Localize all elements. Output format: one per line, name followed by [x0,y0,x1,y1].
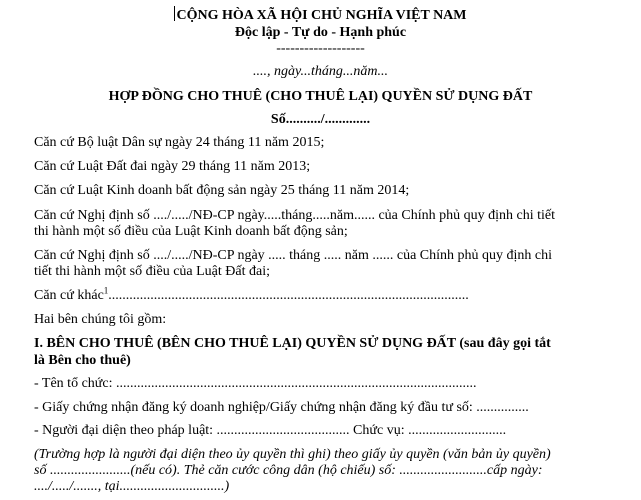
motto: Độc lập - Tự do - Hạnh phúc [234,25,407,40]
contract-number: Số........../............. [270,112,371,127]
document-title: HỢP ĐỒNG CHO THUÊ (CHO THUÊ LẠI) QUYỀN SỬ DỤNG ĐẤT [108,89,533,104]
other-basis-label: Căn cứ khác [34,288,104,303]
basis-decree-land-line2: tiết thi hành một số điều của Luật Đất đai; [34,264,270,279]
basis-land-law: Căn cứ Luật Đất đai ngày 29 tháng 11 năm 2013; [34,159,311,174]
field-organization-name: - Tên tổ chức: ....................................................................................................... [34,376,477,391]
authorization-note-line2: số .......................(nếu có). Thẻ căn cước công dân (hộ chiếu) số: .........................cấp ngày: [34,463,543,478]
parties-intro: Hai bên chúng tôi gồm: [34,312,167,327]
country-name: CỘNG HÒA XÃ HỘI CHỦ NGHĨA VIỆT NAM [176,8,467,23]
authorization-note-line3: ..../...../......., tại..............................) [34,479,230,494]
section1-heading-line1: I. BÊN CHO THUÊ (BÊN CHO THUÊ LẠI) QUYỀN SỬ DỤNG ĐẤT (sau đây gọi tắt [34,336,551,351]
basis-civil-code: Căn cứ Bộ luật Dân sự ngày 24 tháng 11 năm 2015; [34,135,325,150]
footnote-marker: 1 [103,285,109,296]
authorization-note-line1: (Trường hợp là người đại diện theo ủy quyền thì ghi) theo giấy ủy quyền (văn bản ủy quyền) [34,447,551,462]
other-basis-dots: ....................................................................................................... [108,288,469,303]
field-legal-representative: - Người đại diện theo pháp luật: ...................................... Chức vụ: ............................ [34,423,507,438]
header-separator: ------------------- [276,41,365,56]
basis-real-estate-law: Căn cứ Luật Kinh doanh bất động sản ngày 25 tháng 11 năm 2014; [34,183,410,198]
basis-decree-real-estate-line1: Căn cứ Nghị định số ..../...../NĐ-CP ngày.....tháng.....năm...... của Chính phủ quy định chi tiết [34,208,556,223]
basis-decree-land-line1: Căn cứ Nghị định số ..../...../NĐ-CP ngày ..... tháng ..... năm ...... của Chính phủ quy định chi [34,248,553,263]
date-line: ...., ngày...tháng...năm... [253,64,388,79]
national-header [0,6,641,25]
field-business-registration: - Giấy chứng nhận đăng ký doanh nghiệp/Giấy chứng nhận đăng ký đầu tư số: ............... [34,400,529,415]
other-basis [34,287,469,305]
section1-heading-line2: là Bên cho thuê) [34,353,131,368]
basis-decree-real-estate-line2: thi hành một số điều của Luật Kinh doanh bất động sản; [34,224,348,239]
